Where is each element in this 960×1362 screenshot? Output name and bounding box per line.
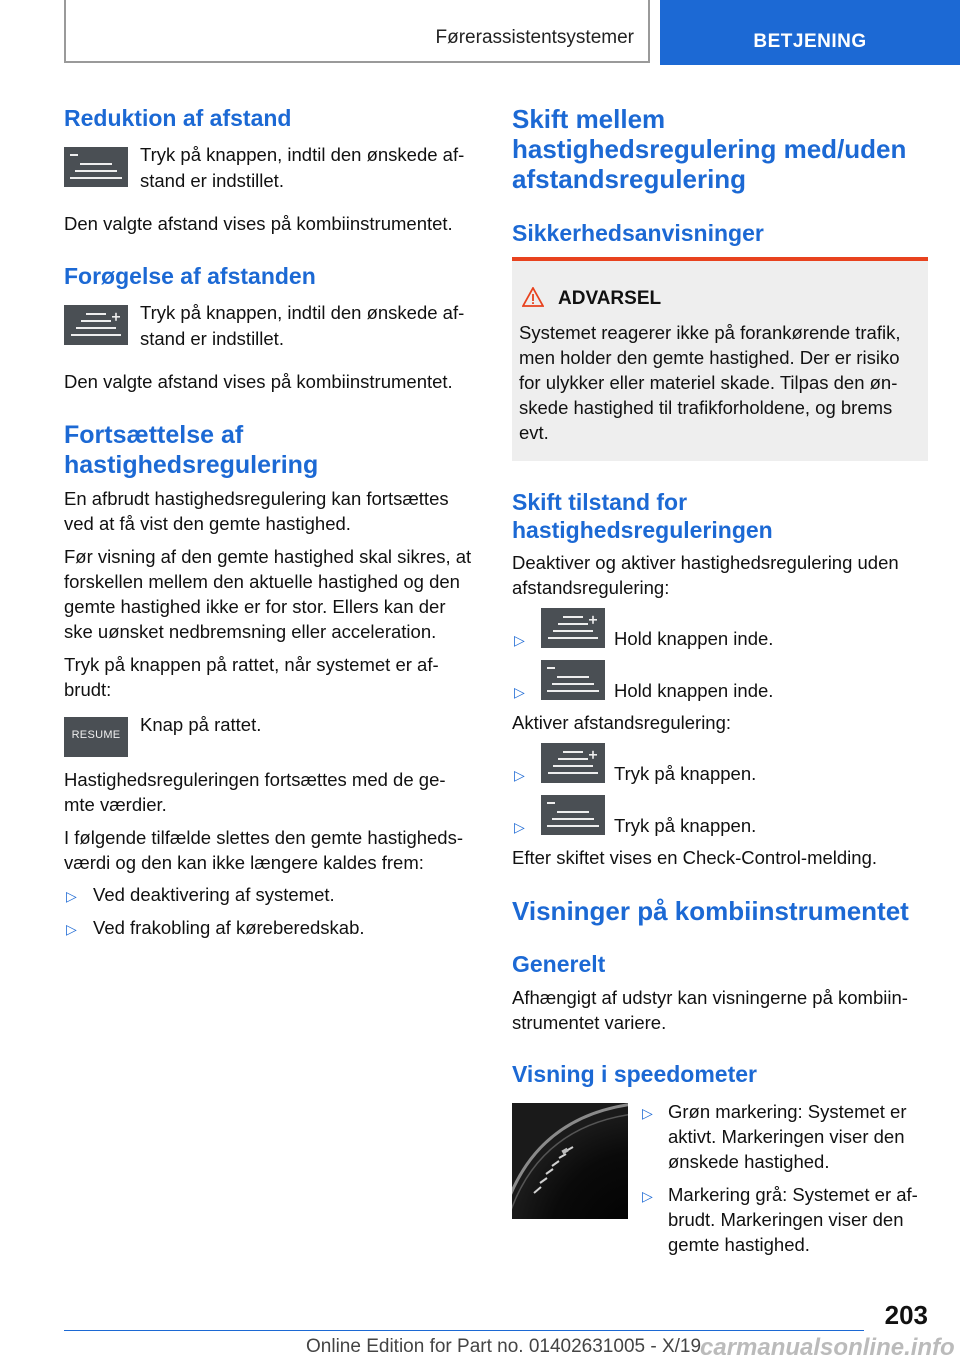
heading-forogelse: Forøgelse af afstanden — [64, 263, 316, 289]
step-tryk-2: Tryk på knappen. — [614, 815, 757, 836]
heading-fortsaettelse-line-2: hastighedsregulering — [64, 451, 319, 479]
bullet-triangle-icon: ▷ — [514, 767, 525, 783]
header-chapter-title: BETJENING — [753, 31, 867, 52]
bullet-triangle-icon: ▷ — [514, 819, 525, 835]
distance-increase-icon — [541, 743, 605, 783]
step-hold-1: Hold knappen inde. — [614, 628, 774, 649]
deakt-line-1: Deaktiver og aktiver hastighedsregulering uden — [512, 552, 899, 573]
heading-reduktion: Reduktion af afstand — [64, 105, 292, 131]
generelt-line-2: strumentet variere. — [512, 1012, 667, 1033]
heading-skift-line-1: Skift mellem — [512, 104, 666, 134]
p2-line-3: gemte hastighed ikke er for stor. Ellers kan der — [64, 596, 446, 617]
bullet-triangle-icon: ▷ — [642, 1105, 653, 1121]
resume-text: Knap på rattet. — [140, 714, 262, 735]
bullet-triangle-icon: ▷ — [66, 921, 77, 937]
p1-line-1: En afbrudt hastighedsregulering kan fortsættes — [64, 488, 449, 509]
heading-skift-line-3: afstandsregulering — [512, 164, 747, 194]
header-section-title: Førerassistentsystemer — [435, 27, 634, 48]
deakt-line-2: afstandsregulering: — [512, 577, 670, 598]
warning-title: ADVARSEL — [558, 288, 662, 309]
heading-sikkerhed: Sikkerhedsanvisninger — [512, 220, 764, 246]
heading-speedometer: Visning i speedometer — [512, 1061, 757, 1087]
speedo-bullet-1-line-3: ønskede hastighed. — [668, 1151, 830, 1172]
bullet-item-2: Ved frakobling af køreberedskab. — [93, 917, 365, 938]
heading-visninger: Visninger på kombiinstrumentet — [512, 896, 909, 926]
forogelse-note: Den valgte afstand vises på kombiinstrumentet. — [64, 371, 453, 392]
heading-fortsaettelse-line-1: Fortsættelse af — [64, 421, 244, 449]
generelt-line-1: Afhængigt af udstyr kan visningerne på kombiin- — [512, 987, 908, 1008]
p5-line-2: værdi og den kan ikke længere kaldes frem: — [64, 852, 424, 873]
efter-text: Efter skiftet vises en Check-Control-melding. — [512, 847, 877, 868]
forogelse-text-line-2: stand er indstillet. — [140, 328, 284, 349]
aktiver-text: Aktiver afstandsregulering: — [512, 712, 732, 733]
resume-label: RESUME — [71, 729, 121, 741]
heading-tilstand-line-2: hastighedsreguleringen — [512, 517, 773, 543]
footer-divider — [64, 1330, 864, 1331]
header-chapter-tab — [660, 0, 960, 65]
page-number: 203 — [884, 1300, 928, 1330]
distance-increase-icon — [64, 305, 128, 345]
p4-line-2: mte værdier. — [64, 794, 167, 815]
warning-line-1: Systemet reagerer ikke på forankørende trafik, — [519, 322, 901, 343]
heading-generelt: Generelt — [512, 951, 606, 977]
bullet-triangle-icon: ▷ — [514, 632, 525, 648]
reduktion-text-line-1: Tryk på knappen, indtil den ønskede af- — [140, 144, 465, 165]
warning-box — [512, 257, 928, 461]
warning-line-5: evt. — [519, 422, 549, 443]
watermark: carmanualsonline.info — [700, 1334, 955, 1361]
speedo-bullet-2-line-3: gemte hastighed. — [668, 1234, 810, 1255]
p5-line-1: I følgende tilfælde slettes den gemte hastigheds- — [64, 827, 464, 848]
step-hold-2: Hold knappen inde. — [614, 680, 774, 701]
speedo-bullet-2-line-1: Markering grå: Systemet er af- — [668, 1184, 918, 1205]
p1-line-2: ved at få vist den gemte hastighed. — [64, 513, 351, 534]
p2-line-4: ske uønsket nedbremsning eller acceleration. — [64, 621, 437, 642]
heading-skift-line-2: hastighedsregulering med/uden — [512, 134, 907, 164]
speedo-bullet-2-line-2: brudt. Markeringen viser den — [668, 1209, 904, 1230]
footer-edition: Online Edition for Part no. 01402631005 - X/19 — [306, 1336, 702, 1357]
bullet-triangle-icon: ▷ — [66, 888, 77, 904]
p2-line-1: Før visning af den gemte hastighed skal sikres, at — [64, 546, 472, 567]
reduktion-note: Den valgte afstand vises på kombiinstrumentet. — [64, 213, 453, 234]
speedometer-image — [512, 1103, 628, 1219]
heading-tilstand-line-1: Skift tilstand for — [512, 489, 688, 515]
warning-line-2: men holder den gemte hastighed. Der er risiko — [519, 347, 900, 368]
warning-line-4: skede hastighed til trafikforholdene, og brems — [519, 397, 893, 418]
p3-line-2: brudt: — [64, 679, 112, 700]
warning-triangle-icon — [522, 287, 544, 307]
bullet-triangle-icon: ▷ — [642, 1188, 653, 1204]
distance-decrease-icon — [541, 795, 605, 835]
p2-line-2: forskellen mellem den aktuelle hastighed og den — [64, 571, 460, 592]
reduktion-text-line-2: stand er indstillet. — [140, 170, 284, 191]
bullet-triangle-icon: ▷ — [514, 684, 525, 700]
distance-decrease-icon — [64, 147, 128, 187]
distance-increase-icon — [541, 608, 605, 648]
speedo-bullet-1-line-1: Grøn markering: Systemet er — [668, 1101, 907, 1122]
forogelse-text-line-1: Tryk på knappen, indtil den ønskede af- — [140, 302, 465, 323]
warning-line-3: for ulykker eller materiel skade. Tilpas den øn- — [519, 372, 898, 393]
distance-decrease-icon — [541, 660, 605, 700]
speedo-bullet-1-line-2: aktivt. Markeringen viser den — [668, 1126, 905, 1147]
p4-line-1: Hastighedsreguleringen fortsættes med de ge- — [64, 769, 446, 790]
step-tryk-1: Tryk på knappen. — [614, 763, 757, 784]
resume-button-icon — [64, 717, 128, 757]
p3-line-1: Tryk på knappen på rattet, når systemet er af- — [64, 654, 439, 675]
bullet-item-1: Ved deaktivering af systemet. — [93, 884, 335, 905]
header-section-box — [64, 0, 650, 63]
